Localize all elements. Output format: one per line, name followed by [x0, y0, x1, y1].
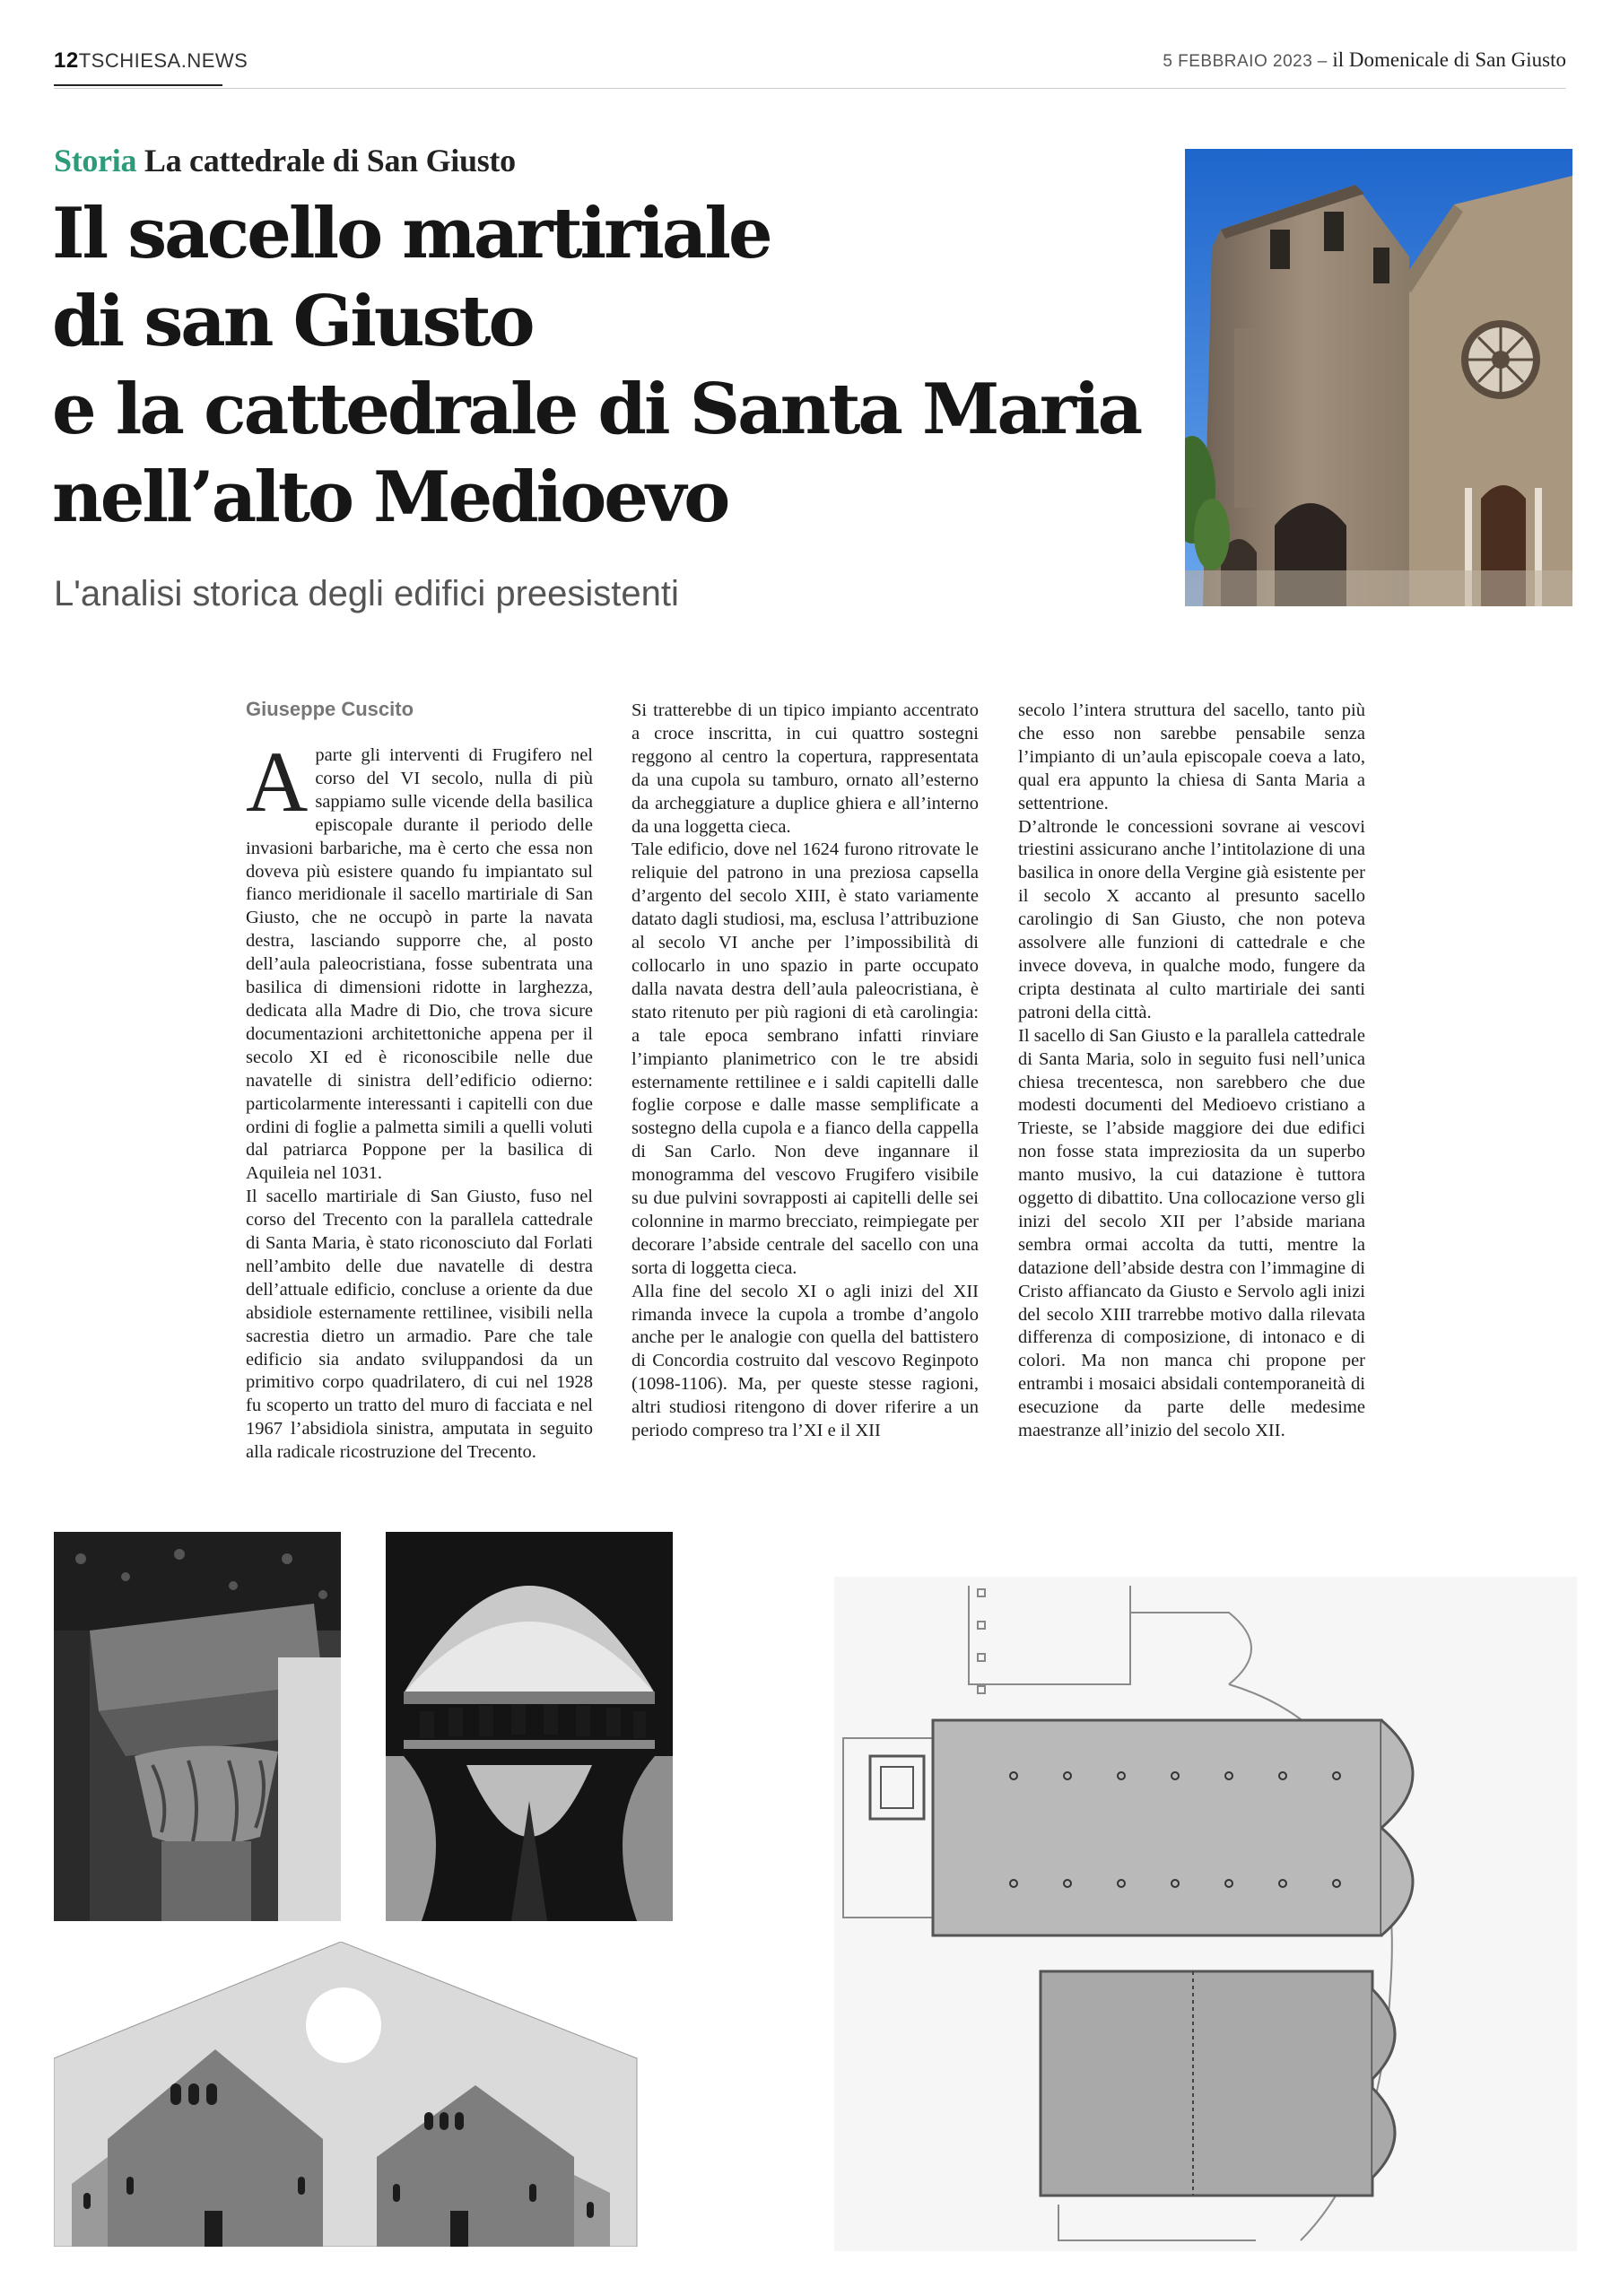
paragraph: Il sacello di San Giusto e la parallela cattedrale di Santa Maria, solo in seguito fusi nell’unica chiesa trecentesca, non sarebbero che due modesti documenti del Medioevo cristiano a Trieste, se l’abside maggiore dei due edifici non fosse stata impreziosita da un superbo manto musivo, la cui datazione è tuttora oggetto di dibattito. Una collocazione verso gli inizi del secolo XII per l’abside mariana sembra ormai accolta da tutti, mentre la datazione dell’abside destra con l’immagine di Cristo affiancato da Giusto e Servolo agli inizi del secolo XIII trarrebbe motivo dalla rilevata differenza di composizione, di intonaco e di colori. Ma non manca chi propone per entrambi i mosaici absidali contemporaneità di esecuzione da parte delle medesime maestranze all’inizio del secolo XII. — [1018, 1025, 1365, 1441]
header-separator: – — [1317, 52, 1328, 71]
section-label: Storia — [54, 143, 137, 178]
paragraph: D’altronde le concessioni sovrane ai vescovi triestini assicurano anche l’intitolazione di una basilica in onore della Vergine già esistente per il secolo X accanto al presunto sacello carolingio di San Giusto, che non poteva assolvere alle funzioni di cattedrale e che invece doveva, in qualche modo, fungere da cripta destinata al culto martiriale dei santi patroni della città. — [1018, 816, 1365, 1022]
dome-photo — [386, 1532, 673, 1921]
article-column-3 — [1018, 700, 1365, 1443]
paragraph-text: parte gli interventi di Frugifero nel corso del VI secolo, nulla di più sappiamo sulle vicende della basilica episcopale durante il periodo delle invasioni barbariche, ma è certo che essa non doveva più esistere quando fu impiantato sul fianco meridionale il sacello martiriale di San Giusto, che ne occupò in parte la navata destra, lasciando supporre che, al posto dell’aula paleocristiana, fosse subentrata una basilica di dimensioni ridotte in larghezza, dedicata alla Madre di Dio, che trova sicure documentazioni architettoniche appena per il secolo XI ed è riconoscibile nelle due navatelle di sinistra dell’edificio odierno: particolarmente interessanti i capitelli con due ordini di foglie a palmetta simili a quelli voluti dal patriarca Poppone per la basilica di Aquileia nel 1031. — [246, 745, 593, 1184]
title-line: e la cattedrale di Santa Maria — [52, 369, 1141, 450]
paragraph: Il sacello martiriale di San Giusto, fuso nel corso del Trecento con la parallela cattedrale di Santa Maria, è stato riconosciuto dal Forlati nell’ambito delle due navatelle di destra dell’attuale edificio, concluse a oriente da due absidiole esternamente rettilinee, visibili nella sacrestia dietro un armadio. Pare che tale edificio sia andato sviluppandosi da un primitivo corpo quadrilatero, di cui nel 1928 fu scoperto un tratto del muro di facciata e nel 1967 l’absidiola sinistra, amputata in seguito alla radicale ricostruzione del Trecento. — [246, 1187, 593, 1463]
title-line: Il sacello martiriale — [52, 193, 771, 274]
article-kicker — [54, 142, 516, 179]
cathedral-photo — [1185, 149, 1572, 606]
article-column-1 — [246, 734, 593, 1465]
header-divider — [54, 88, 1566, 89]
drop-cap: A — [246, 734, 309, 830]
issue-date: 5 FEBBRAIO 2023 — [1163, 52, 1313, 71]
publication-name: il Domenicale di San Giusto — [1332, 48, 1566, 71]
article-subtitle: L'analisi storica degli edifici preesistenti — [54, 574, 679, 613]
page-header-right — [1163, 48, 1566, 72]
title-line: nell’alto Medioevo — [52, 457, 728, 538]
paragraph: Alla fine del secolo XI o agli inizi del XII rimanda invece la cupola a trombe d’angolo anche per le analogie con quella del battistero di Concordia costruito dal vescovo Reginpoto (1098-1106). Ma, per queste stesse ragioni, altri studiosi ritengono di dover riferire a un periodo compreso tra l’XI e il XII — [631, 1281, 979, 1441]
paragraph: Tale edificio, dove nel 1624 furono ritrovate le reliquie del patrono in una preziosa capsella d’argento del secolo XIII, è stato variamente datato dagli studiosi, ma, esclusa l’attribuzione al secolo VI anche per l’impossibilità di collocarlo in uno spazio in parte occupato dalla navata destra dell’aula paleocristiana, è stato ritenuto per più ragioni di età carolingia: a tale epoca sembrano infatti rinviare l’impianto planimetrico con le tre absidi esternamente rettilinee e i saldi capitelli dalle foglie corpose e dalle masse semplificate a sostegno della cupola e a fianco della cappella di San Carlo. Non deve ingannare il monogramma del vescovo Frugifero visibile su due pulvini sovrapposti ai capitelli delle sei colonnine in marmo brecciato, reimpiegate per decorare l’abside centrale del sacello con una sorta di loggetta cieca. — [631, 839, 979, 1278]
paragraph: Si tratterebbe di un tipico impianto accentrato a croce inscritta, in cui quattro sostegni reggono al centro la copertura, rappresentata da una cupola su tamburo, ornato all’esterno da archeggiature a duplice ghiera e all’interno da una loggetta cieca. — [631, 700, 979, 837]
kicker-text: La cattedrale di San Giusto — [144, 143, 516, 178]
paragraph: secolo l’intera struttura del sacello, tanto più che esso non sarebbe pensabile senza l’impianto di un’aula episcopale coeva a lato, qual era appunto la chiesa di Santa Maria a settentrione. — [1018, 700, 1365, 813]
paragraph — [246, 734, 593, 1186]
title-line: di san Giusto — [52, 281, 533, 362]
article-title — [52, 190, 1146, 542]
author-byline: Giuseppe Cuscito — [246, 698, 414, 720]
capital-photo — [54, 1532, 341, 1921]
header-rule — [54, 84, 222, 86]
page-header-left — [54, 48, 248, 74]
floor-plan-drawing — [834, 1577, 1577, 2251]
facade-elevation-drawing — [54, 1942, 673, 2247]
article-column-2 — [631, 700, 979, 1443]
site-name: TSCHIESA.NEWS — [78, 49, 248, 72]
page-number: 12 — [54, 48, 79, 73]
